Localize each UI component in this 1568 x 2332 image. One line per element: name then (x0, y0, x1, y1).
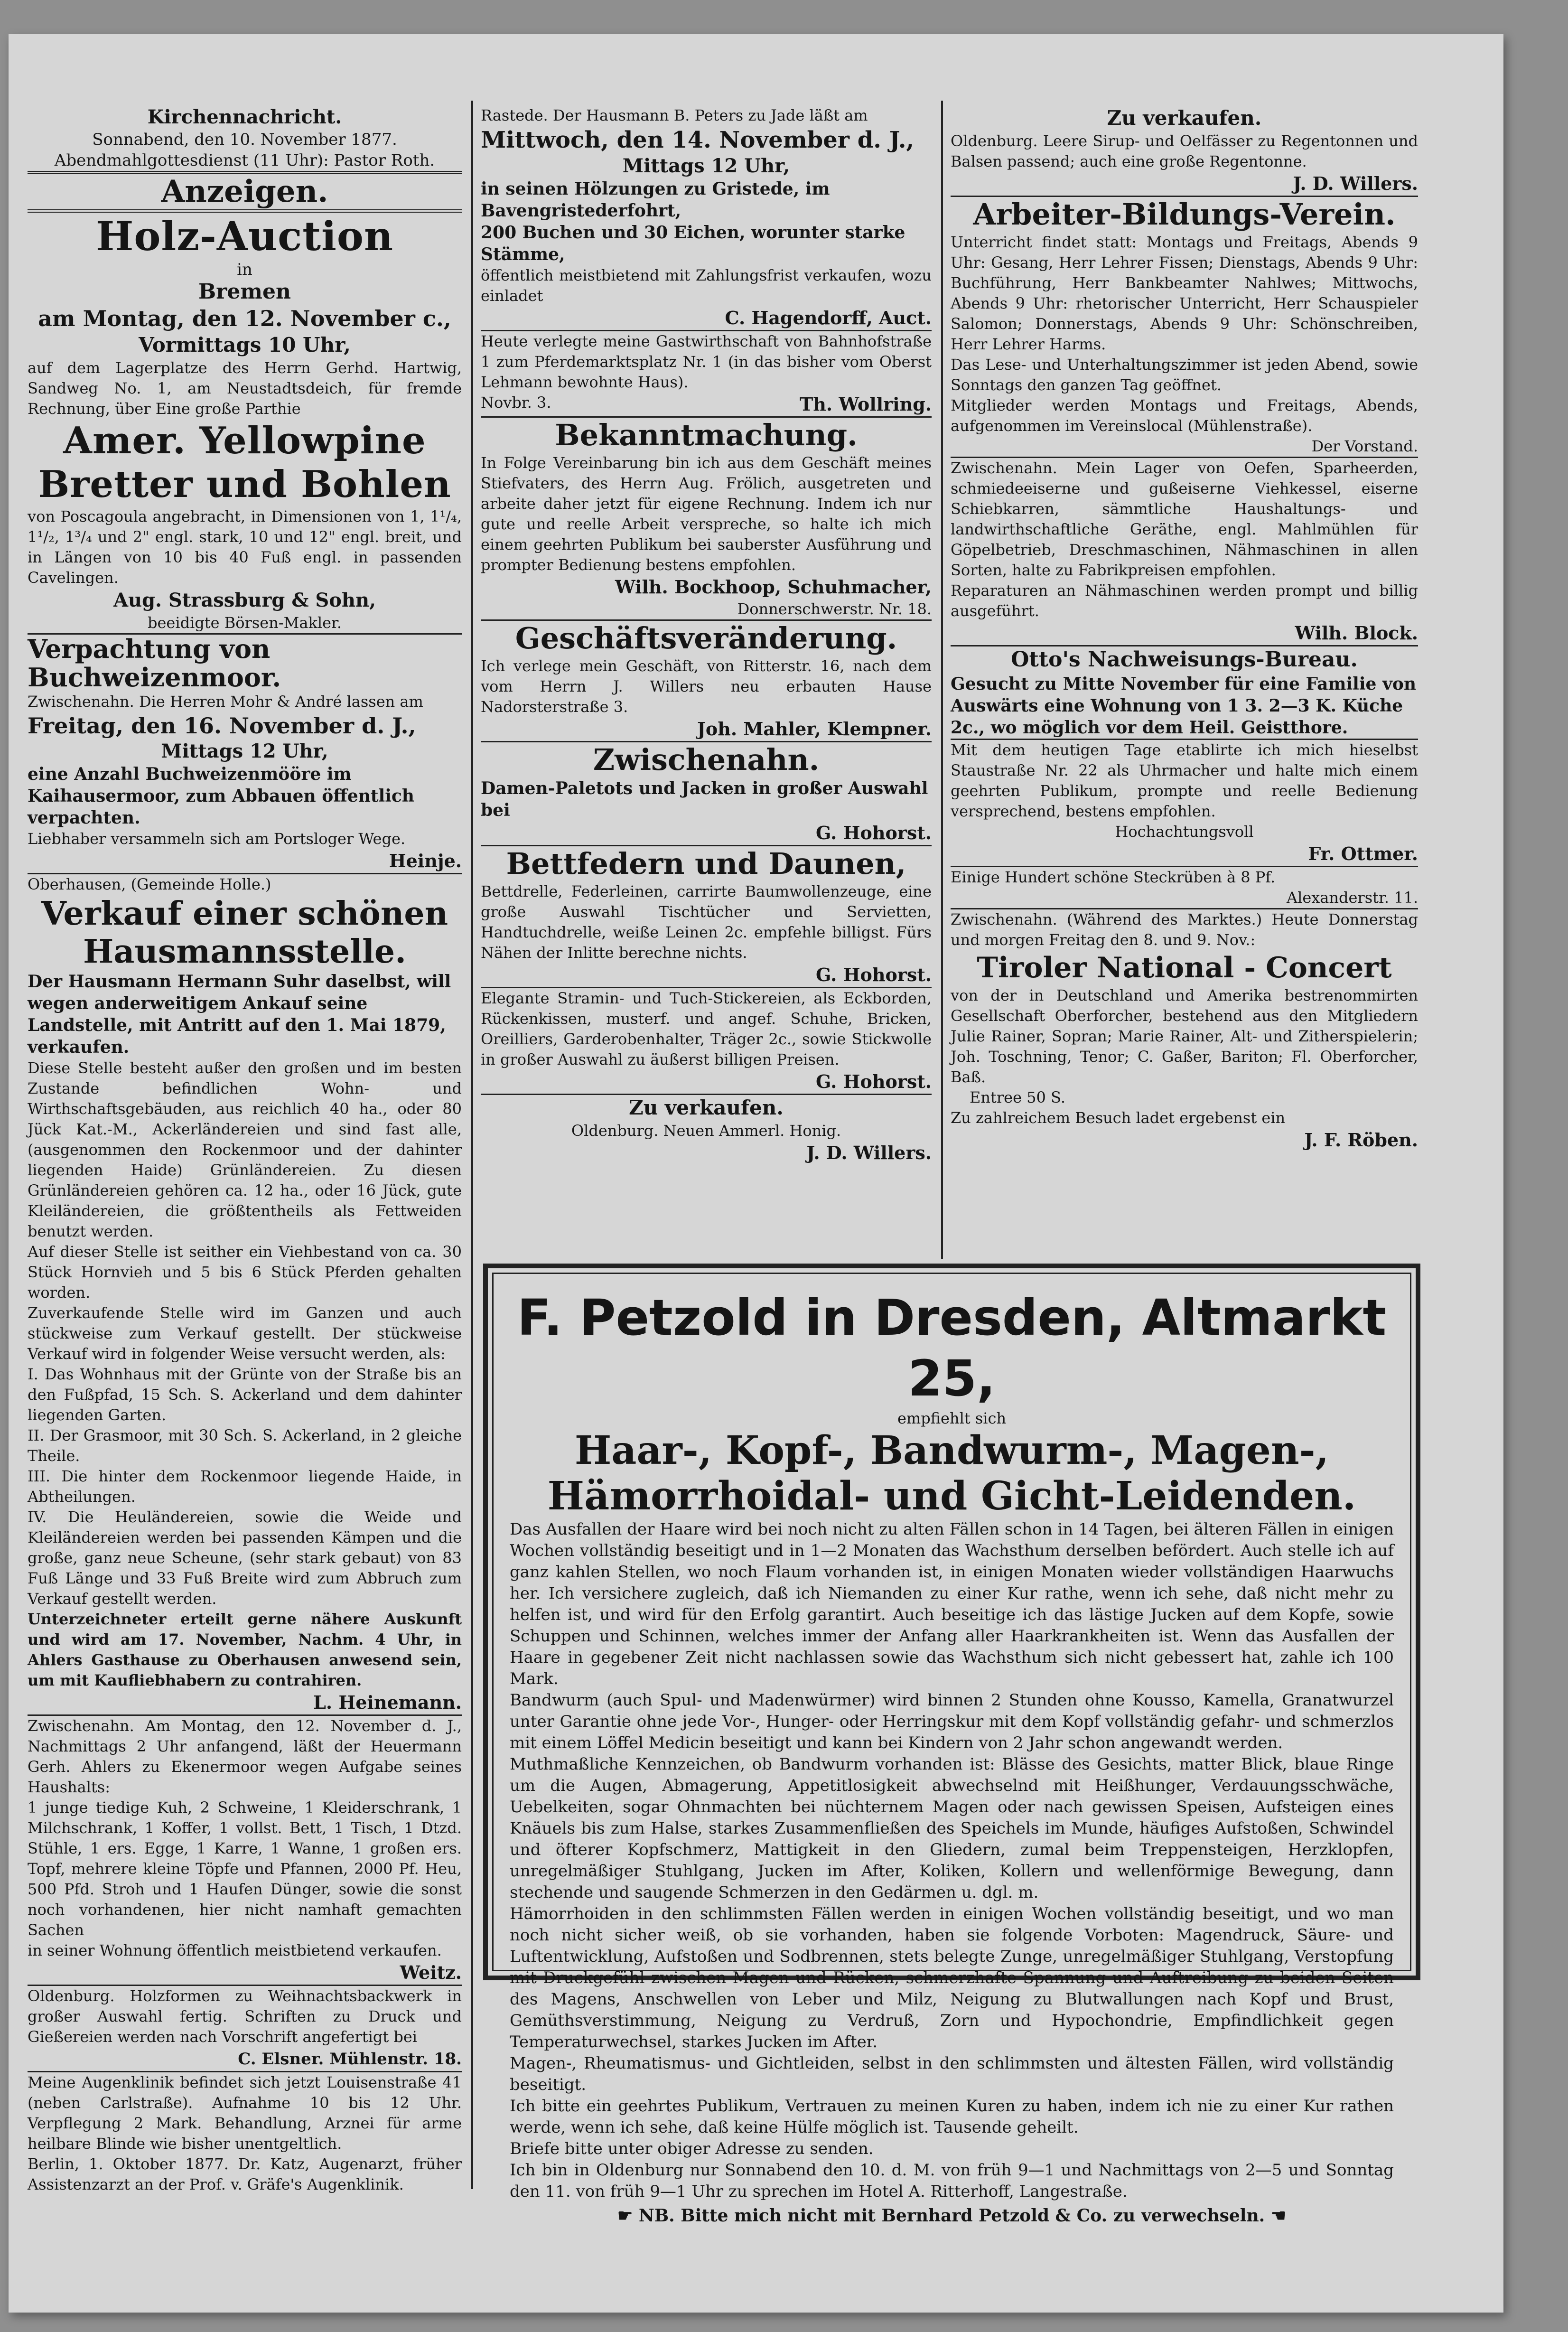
ahlers-signature: Weitz. (400, 1962, 462, 1983)
petzold-p7: Briefe bitte unter obiger Adresse zu senden. (510, 2139, 874, 2158)
column-1 (28, 105, 462, 2313)
peters-signature: C. Hagendorff, Auct. (725, 307, 932, 328)
tiroler-text3: Zu zahlreichem Besuch ladet ergebenst ein (951, 1109, 1286, 1127)
bekannt-signature2: Donnerschwerstr. Nr. 18. (737, 600, 932, 618)
petzold-nb-text: NB. Bitte mich nicht mit Bernhard Petzold & Co. zu verwechseln. (638, 2206, 1265, 2226)
buchweizen-title: Verpachtung von Buchweizenmoor. (28, 634, 281, 693)
ad-elsner (28, 1986, 462, 2071)
petzold-p3: Muthmaßliche Kennzeichen, ob Bandwurm vorhanden ist: Blässe des Gesichts, matter Blick, blaue Ringe um die Augen, Abmagerung, Appetitlosigkeit abwechselnd mit Heißhunger, Verdauungsschwäche, Uebelkeiten, sogar Ohnmachten bei nüchternem Magen oder nach gewissen Speisen, Aufsteigen eines Knäuels bis zum Halse, starkes Zusammenfließen des Speichels im Munde, häufiges Aufstoßen, Schwindel und öfterer Kopfschmerz, Mattigkeit in den Gliedern, zumal beim Treppensteigen, Herzklopfen, unregelmäßiger Stuhlgang, Jucken im After, Koliken, Kollern und wellenförmige Bewegung, dann stechende und saugende Schmerzen in den Gedärmen u. dgl. m. (510, 1755, 1394, 1902)
ad-ottmer (951, 740, 1418, 866)
tiroler-signature: J. F. Röben. (1304, 1129, 1418, 1151)
peters-text: Rastede. Der Hausmann B. Peters zu Jade läßt am (481, 106, 868, 124)
bekannt-title: Bekanntmachung. (555, 418, 858, 452)
elsner-signature: C. Elsner. Mühlenstr. 18. (238, 2050, 462, 2069)
tiroler-text: Zwischenahn. (Während des Marktes.) Heute Donnerstag und morgen Freitag den 8. und 9. Nov.: (951, 910, 1418, 949)
ad-tiroler (951, 909, 1418, 1152)
verkauf-text2: Auf dieser Stelle ist seither ein Viehbestand von ca. 30 Stück Hornvieh und 5 bis 6 Stück Pferden gehalten worden. (28, 1243, 462, 1302)
ahlers-text: Zwischenahn. Am Montag, den 12. November d. J., Nachmittags 2 Uhr anfangend, läßt der Heuermann Gerh. Ahlers zu Ekenermoor wegen Aufgabe seines Haushalts: (28, 1717, 462, 1796)
block-text2: Reparaturen an Nähmaschinen werden prompt und billig ausgeführt. (951, 581, 1418, 620)
katz-signature: Berlin, 1. Oktober 1877. Dr. Katz, Augenarzt, früher Assistenzarzt an der Prof. v. Gräfe's Augenklinik. (28, 2155, 462, 2193)
ad-hausmannsstelle (28, 874, 462, 1714)
ad-block (951, 458, 1418, 645)
buchweizen-text: Zwischenahn. Die Herren Mohr & André lassen am (28, 693, 423, 711)
ahlers-list: 1 junge tiedige Kuh, 2 Schweine, 1 Kleiderschrank, 1 Milchschrank, 1 Koffer, 1 vollst. Bett, 1 Tisch, 1 Dtzd. Stühle, 1 ers. Egge, 1 Karre, 1 Wanne, 1 großen ers. Topf, mehrere kleine Töpfe und Pfannen, 2000 Pf. Heu, 500 Pfd. Stroh und 1 Haufen Dünger, sowie die sonst noch vorhandenen, hier nicht namhaft gemachten Sachen (28, 1798, 462, 1939)
holz-date: am Montag, den 12. November c., (38, 306, 451, 331)
pointing-hand-right-icon: ☚ (1270, 2206, 1287, 2226)
ad-holz-auction (28, 213, 462, 633)
peters-text4: öffentlich meistbietend mit Zahlungsfrist verkaufen, wozu einladet (481, 266, 932, 305)
holz-signature2: beeidigte Börsen-Makler. (148, 614, 342, 632)
tiroler-title: Tiroler National - Concert (977, 951, 1392, 984)
willers2-text: Oldenburg. Neuen Ammerl. Honig. (571, 1122, 841, 1140)
verkauf-title: Verkauf einer schönen Hausmannsstelle. (41, 895, 448, 971)
steck-text: Einige Hundert schöne Steckrüben à 8 Pf. (951, 868, 1276, 886)
bekannt-signature: Wilh. Bockhoop, Schuhmacher, (615, 576, 932, 598)
willers-title: Zu verkaufen. (1107, 106, 1262, 130)
hohorst3-text: Elegante Stramin- und Tuch-Stickereien, als Eckborden, Rückenkissen, musterf. und angef. Schuhe, Bricken, Oreilliers, Garderobenhalter, Träger 2c., sowie Stickwolle in großer Auswahl zu äußerst billigen Preisen. (481, 989, 932, 1068)
petzold-nb (510, 2202, 1394, 2229)
column-2 (481, 105, 932, 1259)
ahlers-end: in seiner Wohnung öffentlich meistbietend verkaufen. (28, 1941, 442, 1959)
holz-title: Holz-Auction (95, 213, 394, 260)
ad-ahlers (28, 1716, 462, 1985)
peters-text3: 200 Buchen und 30 Eichen, worunter starke Stämme, (481, 223, 905, 264)
block-text: Zwischenahn. Mein Lager von Oefen, Sparheerden, schmiedeeiserne und gußeiserne Viehkessel, eiserne Schiebkarren, sämmtliche Haushaltungs- und landwirthschaftliche Geräthe, engl. Mahlmühlen für Göpelbetrieb, Dreschmaschinen, Nähmaschinen in allen Sorten, halte zu Fabrikpreisen empfohlen. (951, 459, 1418, 579)
holz-product: Amer. Yellowpine Bretter und Bohlen (38, 419, 451, 506)
arbeiter-text: Unterricht findet statt: Montags und Freitags, Abends 9 Uhr: Gesang, Herr Lehrer Fissen; Dienstags, Abends 9 Uhr: Buchführung, Herr Bankbeamter Nahlwes; Mittwochs, Abends 9 Uhr: rhetorischer Unterricht, Herr Schauspieler Salomon; Donnerstags, Abends 9 Uhr: Schönschreiben, Herr Lehrer Harms. (951, 233, 1418, 353)
hohorst1-title: Zwischenahn. (593, 742, 820, 777)
hohorst3-signature: G. Hohorst. (816, 1071, 932, 1092)
otto-text: Gesucht zu Mitte November für eine Familie von Auswärts eine Wohnung von 1 3. 2—3 K. Küche 2c., wo möglich vor dem Heil. Geistthore. (951, 674, 1417, 738)
column-rule-1 (471, 101, 473, 2189)
willers2-title: Zu verkaufen. (629, 1096, 784, 1119)
mahler-signature: Joh. Mahler, Klempner. (697, 718, 932, 740)
ad-willers-faesser (951, 105, 1418, 196)
holz-time: Vormittags 10 Uhr, (139, 333, 351, 356)
verkauf-text3: Zuverkaufende Stelle wird im Ganzen und auch stückweise zum Verkauf gestellt. Der stückweise Verkauf wird in folgender Weise versucht werden, als: (28, 1304, 462, 1363)
buchweizen-signature: Heinje. (389, 850, 462, 871)
arbeiter-signature: Der Vorstand. (1311, 437, 1418, 455)
ad-otto-bureau (951, 646, 1418, 739)
wollring-date: Novbr. 3. (481, 393, 551, 412)
wollring-text: Heute verlegte meine Gastwirthschaft von Bahnhofstraße 1 zum Pferdemarktsplatz Nr. 1 (in das bisher vom Oberst Lehmann bewohnte Haus). (481, 332, 932, 391)
holz-place: Bremen (198, 280, 291, 304)
ad-willers-honig (481, 1095, 932, 1165)
petzold-p2: Bandwurm (auch Spul- und Madenwürmer) wird binnen 2 Stunden ohne Kousso, Kamella, Granatwurzel unter Garantie ohne jede Vor-, Hunger- oder Herringskur mit dem Kopf vollständig gefahr- und schmerzlos mit einem Löffel Medicin beseitigt und kann bei Kindern von 2 Jahr schon angewandt werden. (510, 1691, 1394, 1752)
ad-hohorst-bettfedern (481, 846, 932, 987)
holz-text1: auf dem Lagerplatze des Herrn Gerhd. Hartwig, Sandweg No. 1, am Neustadtsdeich, für fremde Rechnung, über Eine große Parthie (28, 359, 462, 418)
petzold-empf: empfiehlt sich (897, 1409, 1007, 1427)
hohorst2-title: Bettfedern und Daunen, (506, 846, 906, 881)
tiroler-entree: Entree 50 S. (970, 1088, 1066, 1106)
petzold-title: F. Petzold in Dresden, Altmarkt 25, (517, 1289, 1387, 1407)
holz-signature: Aug. Strassburg & Sohn, (113, 589, 376, 611)
ad-petzold (483, 1264, 1420, 2226)
pointing-hand-left-icon: ☛ (617, 2206, 633, 2226)
wollring-signature: Th. Wollring. (799, 393, 932, 415)
hohorst1-text: Damen-Paletots und Jacken in großer Auswahl bei (481, 778, 928, 820)
ad-hohorst-paletots (481, 742, 932, 845)
block-signature: Wilh. Block. (1295, 622, 1418, 644)
peters-text2: in seinen Hölzungen zu Gristede, im Bavengristederfohrt, (481, 179, 830, 221)
peters-time: Mittags 12 Uhr, (622, 155, 790, 177)
bekannt-text: In Folge Vereinbarung bin ich aus dem Geschäft meines Stiefvaters, des Herrn Aug. Frölich, ausgetreten und arbeite daher jetzt für eigene Rechnung. Indem ich nur gute und reelle Arbeit verspreche, so halte ich mich einem geehrten Publikum bei sauberster Ausführung und prompter Bedienung bestens empfohlen. (481, 454, 932, 574)
ad-hohorst-stickereien (481, 988, 932, 1094)
ad-mahler (481, 621, 932, 741)
arbeiter-title: Arbeiter-Bildungs-Verein. (973, 197, 1396, 232)
verkauf-item-1: I. Das Wohnhaus mit der Grünte von der Straße bis an den Fußpfad, 15 Sch. S. Ackerland und dem dahinter liegenden Garten. (28, 1365, 462, 1424)
willers-text: Oldenburg. Leere Sirup- und Oelfässer zu Regentonnen und Balsen passend; auch eine große Regentonne. (951, 132, 1418, 170)
church-title: Kirchennachricht. (147, 106, 342, 128)
verkauf-lead: Der Hausmann Hermann Suhr daselbst, will wegen anderweitigem Ankauf seine Landstelle, mit Antritt auf den 1. Mai 1879, verkaufen. (28, 972, 451, 1057)
verkauf-item-4: IV. Die Heuländereien, sowie die Weide und Kleiländereien werden bei passenden Kämpen und die große, ganz neue Scheune, (sehr stark gebaut) von 83 Fuß Länge und 33 Fuß Breite wird zum Abbruch zum Verkauf gestellt werden. (28, 1508, 462, 1608)
ad-bekanntmachung (481, 418, 932, 619)
ottmer-text: Mit dem heutigen Tage etablirte ich mich hieselbst Staustraße Nr. 22 als Uhrmacher und halte mich einem geehrten Publikum, prompte und reelle Bedienung versprechend, bestens empfohlen. (951, 741, 1418, 820)
church-notice (28, 105, 462, 171)
hohorst2-text: Bettdrelle, Federleinen, carrirte Baumwollenzeuge, eine große Auswahl Tischtücher und Servietten, Handtuchdrelle, weiße Leinen 2c. empfehle billigst. Fürs Nähen der Inlitte berechne nichts. (481, 882, 932, 962)
mahler-title: Geschäftsveränderung. (515, 621, 897, 656)
ad-steckrueben (951, 867, 1418, 908)
arbeiter-text3: Mitglieder werden Montags und Freitags, Abends, aufgenommen im Vereinslocal (Mühlenstraße). (951, 396, 1418, 435)
ad-wollring (481, 331, 932, 416)
petzold-p8: Ich bin in Oldenburg nur Sonnabend den 10. d. M. von früh 9—1 und Nachmittags von 2—5 und Sonntag den 11. von früh 9—1 Uhr zu sprechen im Hotel A. Ritterhoff, Langestraße. (510, 2161, 1394, 2201)
hohorst2-signature: G. Hohorst. (816, 964, 932, 985)
column-3 (951, 105, 1418, 1259)
petzold-p4: Hämorrhoiden in den schlimmsten Fällen werden in einigen Wochen vollständig beseitigt, und wo man noch nicht sicher weiß, ob sie vorhanden, haben sie folgende Vorboten: Magendruck, Säure- und Luftentwicklung, Aufstoßen und Sodbrennen, stets belegte Zunge, unregelmäßiger Stuhlgang, Verstopfung mit Druckgefühl zwischen Magen und Rücken, schmerzhafte Spannung und Auftreibung zu beiden Seiten des Magens, Anschwellen von Leber und Milz, Neigung zu Blutwallungen nach Kopf und Brust, Gemüthsverstimmung, Neigung zu Verdruß, Zorn und Hypochondrie, Empfindlichkeit gegen Temperaturwechsel, starkes Jucken im After. (510, 1904, 1394, 2051)
ottmer-signature: Fr. Ottmer. (1308, 843, 1418, 864)
buchweizen-date: Freitag, den 16. November d. J., (28, 713, 416, 739)
holz-in: in (237, 260, 252, 279)
peters-date: Mittwoch, den 14. November d. J., (481, 127, 915, 153)
holz-text2: von Poscagoula angebracht, in Dimensionen von 1, 1¹/₄, 1¹/₂, 1³/₄ und 2" engl. stark, 10 und 12" engl. breit, und in Längen von 10 bis 40 Fuß engl. in passenden Cavelingen. (28, 507, 462, 587)
buchweizen-text2: eine Anzahl Buchweizenmööre im Kaihausermoor, zum Abbauen öffentlich verpachten. (28, 764, 414, 828)
willers-signature: J. D. Willers. (1293, 173, 1418, 194)
buchweizen-time: Mittags 12 Uhr, (161, 740, 328, 762)
verkauf-place: Oberhausen, (Gemeinde Holle.) (28, 875, 271, 893)
tiroler-text2: von der in Deutschland und Amerika bestrenommirten Gesellschaft Oberforcher, bestehend aus den Mitgliedern Julie Rainer, Sopran; Marie Rainer, Alt- und Zitherspielerin; Joh. Toschning, Tenor; C. Gaßer, Bariton; Fl. Oberforcher, Baß. (951, 986, 1418, 1086)
verkauf-item-3: III. Die hinter dem Rockenmoor liegende Haide, in Abtheilungen. (28, 1467, 462, 1506)
katz-text: Meine Augenklinik befindet sich jetzt Louisenstraße 41 (neben Carlstraße). Aufnahme 10 bis 12 Uhr. Verpflegung 2 Mark. Behandlung, Arznei für arme heilbare Blinde wie bisher unentgeltlich. (28, 2073, 462, 2153)
ad-peters (481, 105, 932, 330)
otto-title: Otto's Nachweisungs-Bureau. (1011, 647, 1358, 672)
petzold-p5: Magen-, Rheumatismus- und Gichtleiden, selbst in den schlimmsten und ältesten Fällen, wird vollständig beseitigt. (510, 2054, 1394, 2094)
column-rule-2 (941, 101, 943, 1259)
church-line2: Abendmahlgottesdienst (11 Uhr): Pastor Roth. (54, 151, 435, 170)
church-line1: Sonnabend, den 10. November 1877. (92, 130, 397, 149)
ads-heading: Anzeigen. (161, 174, 328, 209)
verkauf-signature: L. Heinemann. (313, 1692, 462, 1713)
divider (28, 209, 462, 213)
verkauf-text4: Unterzeichneter erteilt gerne nähere Auskunft und wird am 17. November, Nachm. 4 Uhr, in Ahlers Gasthause zu Oberhausen anwesend sein, um mit Kaufliebhabern zu contrahiren. (28, 1610, 462, 1689)
newspaper-page (9, 34, 1503, 2313)
petzold-p1: Das Ausfallen der Haare wird bei noch nicht zu alten Fällen schon in 14 Tagen, bei älteren Fällen in einigen Wochen vollständig beseitigt und in 1—2 Monaten das Wachsthum derselben befördert. Auch stelle ich auf ganz kahlen Stellen, wo noch Flaum vorhanden ist, in einigen Monaten wieder vollständigen Haarwuchs her. Ich versichere zugleich, daß ich Niemanden zu einer Kur rathe, wenn ich sehe, daß nicht mehr zu helfen ist, und wird für den Erfolg garantirt. Auch beseitige ich das lästige Jucken auf dem Kopfe, sowie Schuppen und Schinnen, welches immer der Anfang aller Haarkrankheiten ist. Wenn das Ausfallen der Haare in gegebener Zeit nicht nachlassen sowie das Wachsthum sich nicht gebessert hat, zahle ich 100 Mark. (510, 1520, 1394, 1688)
petzold-subtitle: Haar-, Kopf-, Bandwurm-, Magen-, Hämorrhoidal- und Gicht-Leidenden. (547, 1428, 1356, 1519)
ad-buchweizen (28, 635, 462, 873)
willers2-signature: J. D. Willers. (806, 1142, 932, 1163)
hohorst1-signature: G. Hohorst. (816, 822, 932, 843)
ottmer-text2: Hochachtungsvoll (1115, 823, 1254, 841)
mahler-text: Ich verlege mein Geschäft, von Ritterstr. 16, nach dem vom Herrn J. Willers neu erbauten Hause Nadorsterstraße 3. (481, 657, 932, 716)
buchweizen-text3: Liebhaber versammeln sich am Portsloger Wege. (28, 830, 406, 848)
arbeiter-text2: Das Lese- und Unterhaltungszimmer ist jeden Abend, sowie Sonntags den ganzen Tag geöffnet. (951, 356, 1418, 394)
ad-arbeiter-verein (951, 197, 1418, 457)
steck-signature: Alexanderstr. 11. (1286, 889, 1418, 907)
verkauf-text1: Diese Stelle besteht außer den großen und im besten Zustande befindlichen Wohn- und Wirthschaftsgebäuden, aus reichlich 40 ha., oder 80 Jück Kat.-M., Ackerländereien und sind fast alle, (ausgenommen den Rockenmoor und der dahinter liegenden Haide) Grünländereien. Zu diesen Grünländereien gehören ca. 12 ha., oder 16 Jück, gute Kleiländereien, die größtentheils als Fettweiden benutzt werden. (28, 1059, 462, 1240)
verkauf-item-2: II. Der Grasmoor, mit 30 Sch. S. Ackerland, in 2 gleiche Theile. (28, 1426, 462, 1465)
wollring-footer (481, 393, 932, 416)
ad-augenklinik (28, 2072, 462, 2195)
petzold-p6: Ich bitte ein geehrtes Publikum, Vertrauen zu meinen Kuren zu haben, indem ich nie zu einer Kur rathen werde, wenn ich sehe, daß keine Hülfe möglich ist. Tausende geheilt. (510, 2097, 1394, 2137)
elsner-text: Oldenburg. Holzformen zu Weihnachtsbackwerk in großer Auswahl fertig. Schriften zu Druck und Gießereien werden nach Vorschrift angefertigt bei (28, 1987, 462, 2046)
